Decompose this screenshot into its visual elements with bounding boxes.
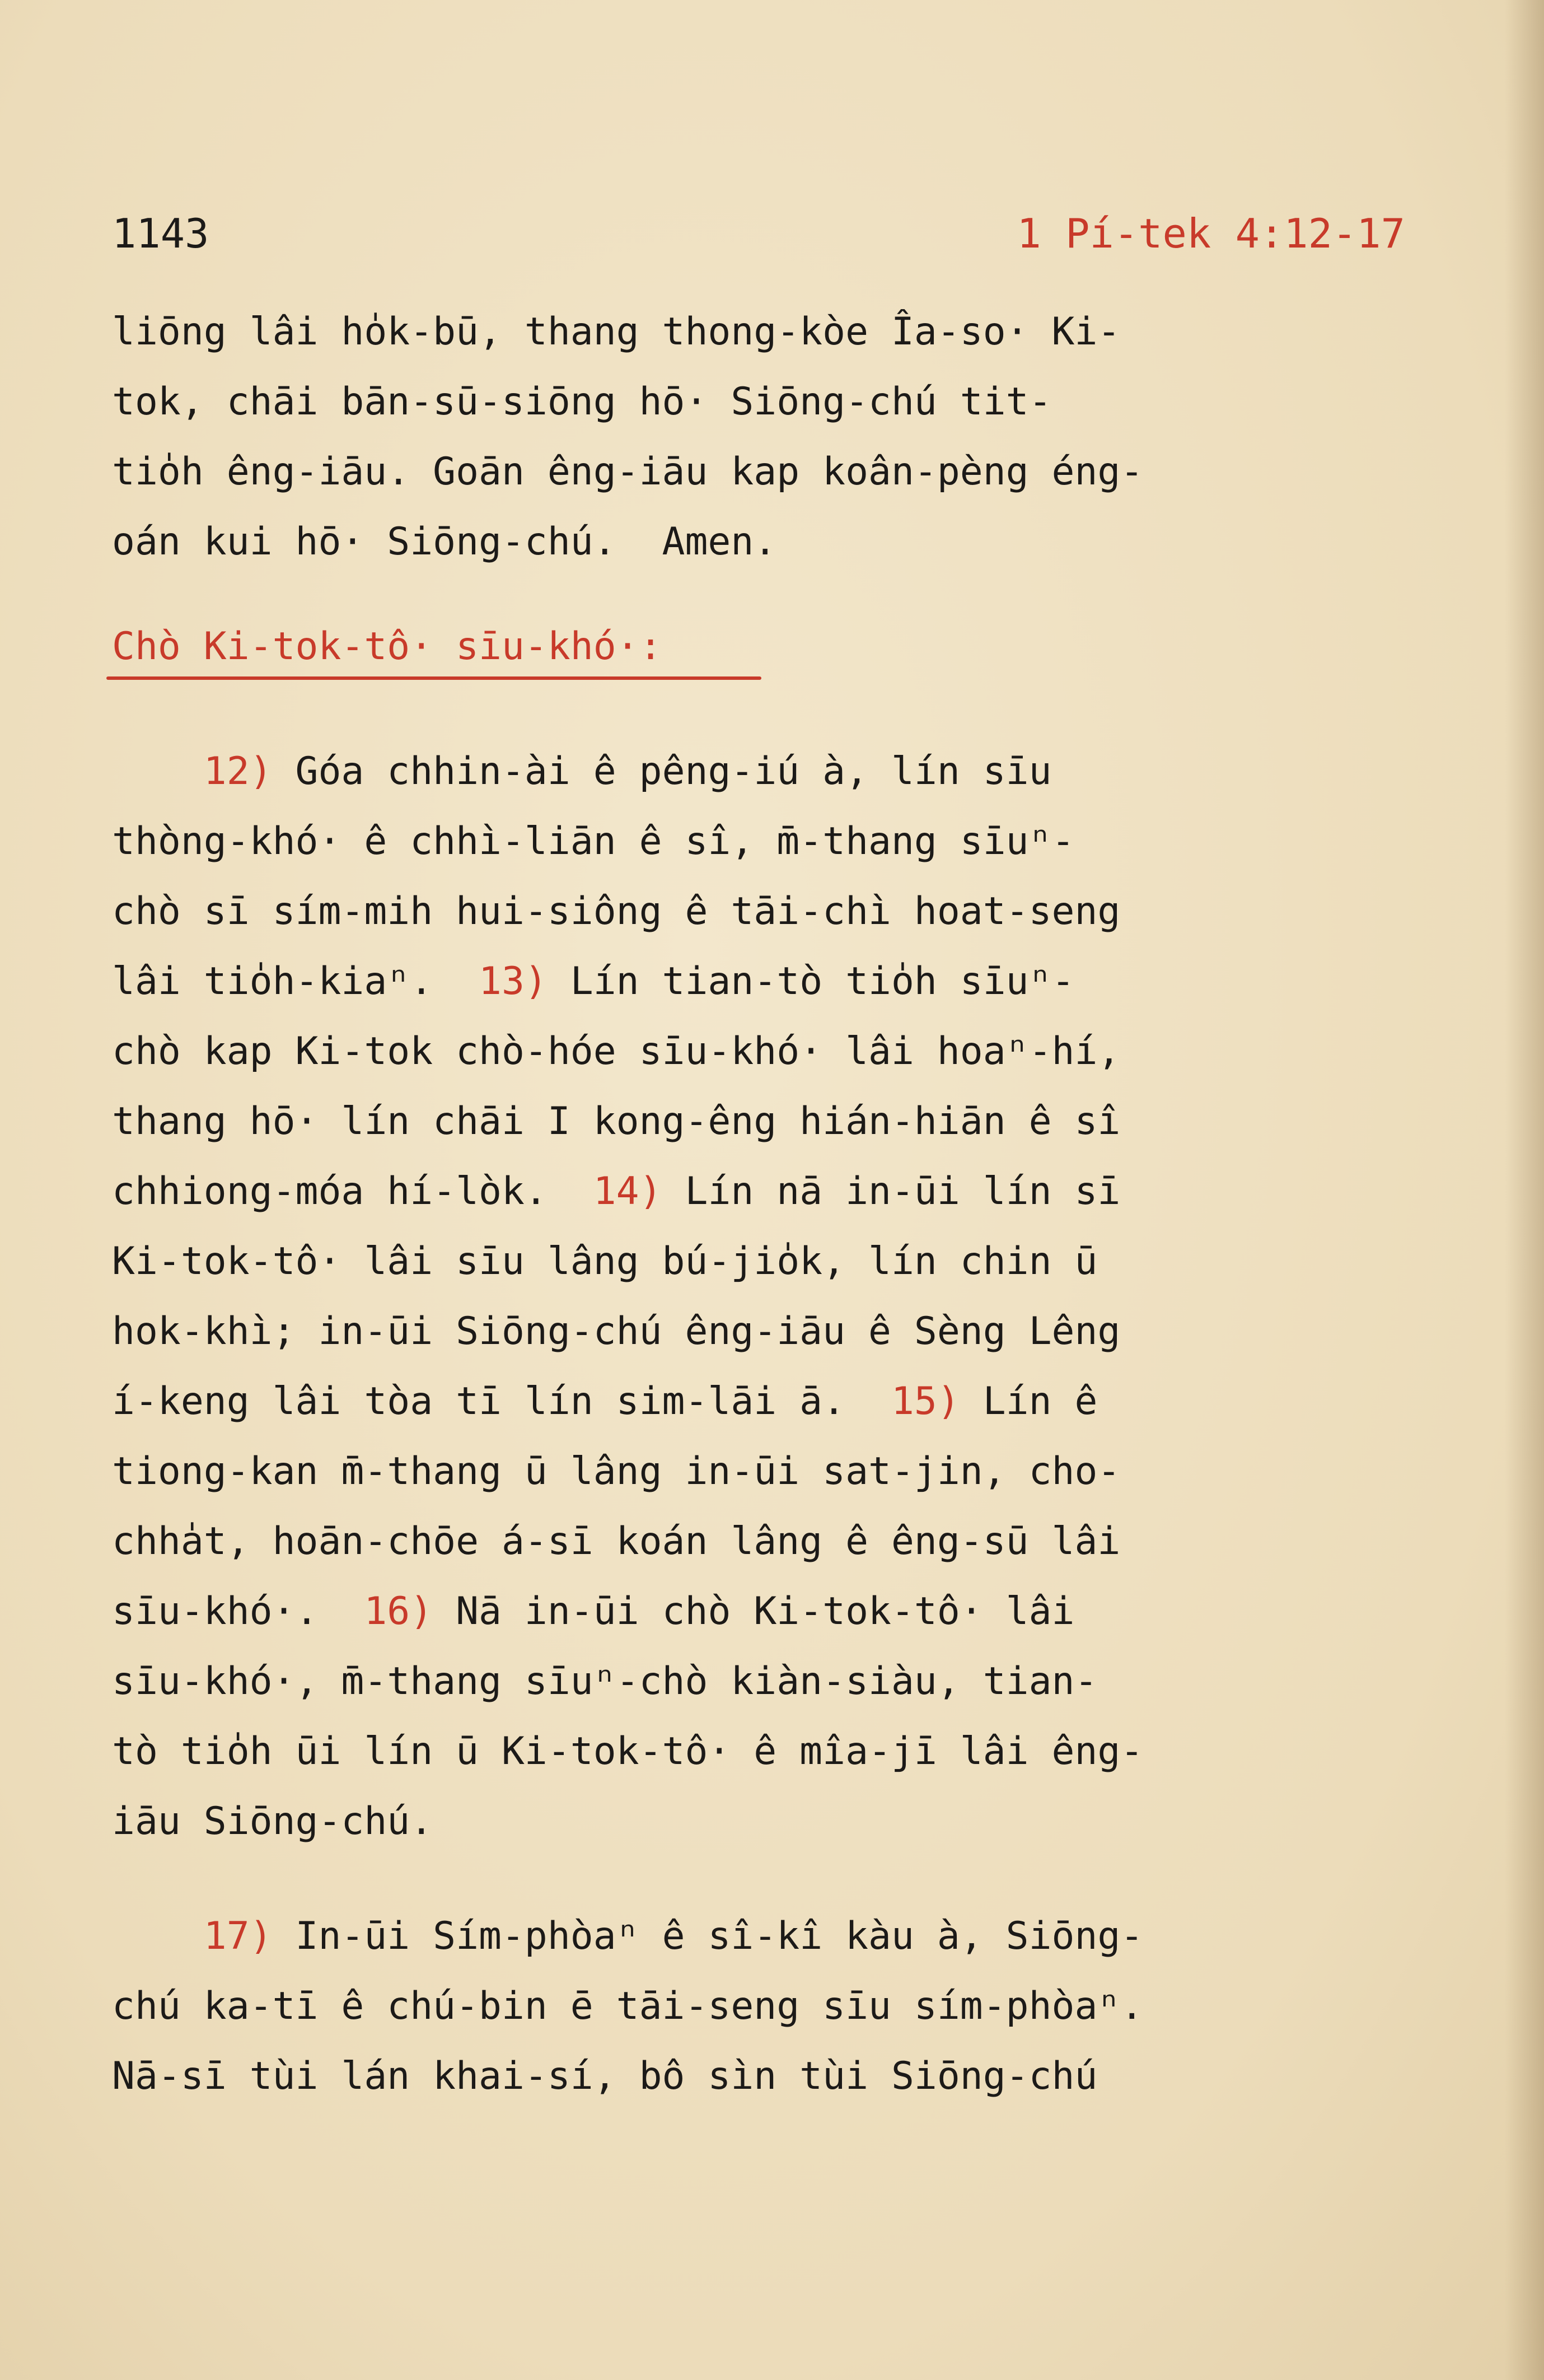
- text-line: [112, 1576, 1411, 1646]
- paragraph-2: [112, 736, 1411, 1856]
- text-segment: Lín nā in-ūi lín sī: [662, 1169, 1121, 1214]
- verse-number: 16): [364, 1589, 433, 1634]
- text-line: [112, 1086, 1411, 1156]
- text-segment: lâi tio̍h-kiaⁿ.: [112, 959, 479, 1004]
- text-segment: Góa chhin-ài ê pêng-iú à, lín sīu: [272, 749, 1052, 794]
- text-segment: In-ūi Sím-phòaⁿ ê sî-kî kàu à, Siōng-: [272, 1914, 1144, 1958]
- text-line: [112, 1226, 1411, 1296]
- heading-underline: [106, 676, 761, 680]
- verse-number: 14): [593, 1169, 662, 1214]
- text-line: [112, 806, 1411, 876]
- text-segment: tiong-kan m̄-thang ū lâng in-ūi sat-jin, cho-: [112, 1449, 1121, 1494]
- text-line: [112, 736, 1411, 806]
- text-segment: sīu-khó·, m̄-thang sīuⁿ-chò kiàn-siàu, tian-: [112, 1659, 1098, 1704]
- text-segment: chhiong-móa hí-lòk.: [112, 1169, 593, 1214]
- text-segment: Lín tian-tò tio̍h sīuⁿ-: [547, 959, 1075, 1004]
- text-line: liōng lâi ho̍k-bū, thang thong-kòe Îa-so· Ki-: [112, 310, 1121, 354]
- text-segment: chò sī sím-mih hui-siông ê tāi-chì hoat-seng: [112, 889, 1121, 934]
- text-line: [112, 1901, 1411, 1971]
- text-line: [112, 1016, 1411, 1086]
- text-line: [112, 1646, 1411, 1716]
- text-segment: [112, 1914, 204, 1958]
- section-heading: Chò Ki-tok-tô· sīu-khó·:: [112, 624, 662, 669]
- text-line: [112, 1716, 1411, 1786]
- text-segment: thang hō· lín chāi I kong-êng hián-hiān ê sî: [112, 1099, 1121, 1144]
- text-line: [112, 876, 1411, 946]
- text-line: [112, 1436, 1411, 1506]
- text-segment: chò kap Ki-tok chò-hóe sīu-khó· lâi hoaⁿ-hí,: [112, 1029, 1121, 1074]
- text-segment: í-keng lâi tòa tī lín sim-lāi ā.: [112, 1379, 891, 1424]
- text-segment: Lín ê: [960, 1379, 1098, 1424]
- text-line: tio̍h êng-iāu. Goān êng-iāu kap koân-pèng éng-: [112, 450, 1144, 494]
- verse-number: 17): [203, 1914, 273, 1958]
- page-edge-shadow: [1505, 0, 1544, 2380]
- text-segment: Ki-tok-tô· lâi sīu lâng bú-jio̍k, lín chin ū: [112, 1239, 1098, 1284]
- text-segment: Nā in-ūi chò Ki-tok-tô· lâi: [433, 1589, 1075, 1634]
- text-segment: chha̍t, hoān-chōe á-sī koán lâng ê êng-sū lâi: [112, 1519, 1121, 1564]
- paragraph-3: [112, 1901, 1411, 2111]
- paragraph-1: [112, 297, 1411, 577]
- text-segment: Nā-sī tùi lán khai-sí, bô sìn tùi Siōng-chú: [112, 2054, 1098, 2098]
- verse-number: 12): [203, 749, 273, 794]
- text-segment: thòng-khó· ê chhì-liān ê sî, m̄-thang sīuⁿ-: [112, 819, 1075, 864]
- verse-number: 13): [479, 959, 548, 1004]
- text-segment: [112, 749, 204, 794]
- text-line: [112, 1296, 1411, 1366]
- text-line: [112, 946, 1411, 1016]
- text-line: oán kui hō· Siōng-chú. Amen.: [112, 520, 777, 564]
- page-header: [112, 210, 1405, 266]
- text-segment: iāu Siōng-chú.: [112, 1799, 433, 1844]
- text-line: [112, 1971, 1411, 2041]
- text-line: [112, 2041, 1411, 2111]
- verse-number: 15): [891, 1379, 960, 1424]
- page-number: 1143: [112, 210, 209, 257]
- text-line: [112, 1506, 1411, 1576]
- text-line: [112, 1156, 1411, 1226]
- running-head: 1 Pí-tek 4:12-17: [1017, 210, 1405, 257]
- text-segment: chú ka-tī ê chú-bin ē tāi-seng sīu sím-phòaⁿ.: [112, 1984, 1144, 2028]
- text-line: [112, 1366, 1411, 1436]
- text-line: tok, chāi bān-sū-siōng hō· Siōng-chú tit-: [112, 380, 1052, 424]
- text-segment: tò tio̍h ūi lín ū Ki-tok-tô· ê mîa-jī lâi êng-: [112, 1729, 1144, 1774]
- text-line: [112, 1786, 1411, 1856]
- text-segment: hok-khì; in-ūi Siōng-chú êng-iāu ê Sèng Lêng: [112, 1309, 1121, 1354]
- text-segment: sīu-khó·.: [112, 1589, 364, 1634]
